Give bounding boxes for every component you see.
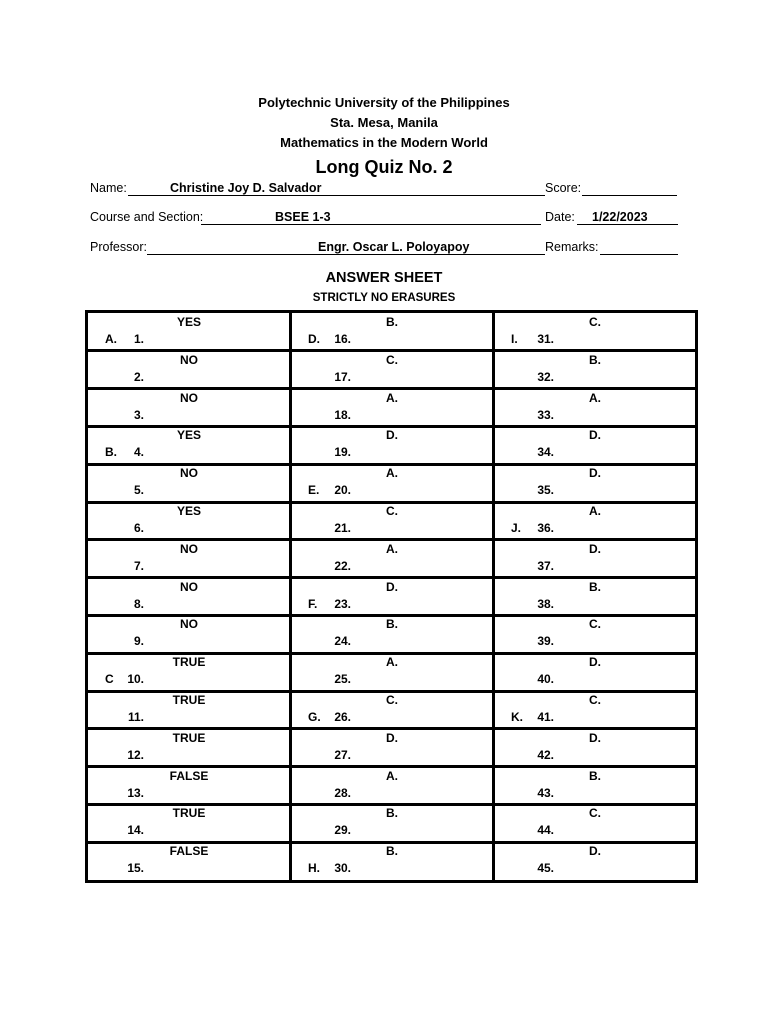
answer-cell[interactable]: YES: [176, 428, 201, 443]
answer-cell[interactable]: D.: [589, 730, 601, 745]
item-number: 18.: [334, 407, 351, 422]
name-label: Name:: [90, 181, 127, 195]
section-letter: F.: [308, 596, 318, 611]
professor-line: [147, 254, 545, 255]
item-number: 45.: [537, 861, 554, 876]
item-number: 20.: [334, 483, 351, 498]
item-number: 1.: [133, 332, 144, 346]
item-number: 35.: [537, 483, 554, 498]
item-number: 40.: [537, 672, 554, 687]
answer-cell[interactable]: A.: [386, 768, 398, 783]
item-number: 2.: [133, 369, 144, 384]
item-number: 12.: [127, 747, 144, 762]
answer-cell[interactable]: C.: [386, 352, 398, 367]
item-number: 34.: [537, 445, 554, 460]
score-line: [582, 195, 677, 196]
answer-cell[interactable]: A.: [589, 390, 601, 405]
answer-cell[interactable]: D.: [386, 730, 398, 745]
section-letter: K.: [511, 710, 523, 724]
answer-cell[interactable]: C.: [589, 315, 601, 329]
answer-cell[interactable]: TRUE: [172, 730, 206, 745]
item-number: 8.: [133, 596, 144, 611]
item-number: 38.: [537, 596, 554, 611]
item-number: 23.: [334, 596, 351, 611]
item-number: 22.: [334, 558, 351, 573]
item-number: 19.: [334, 445, 351, 460]
item-number: 21.: [334, 521, 351, 535]
strict-notice: STRICTLY NO ERASURES: [312, 292, 456, 304]
answer-cell[interactable]: D.: [589, 844, 601, 859]
professor-label: Professor:: [90, 240, 147, 254]
answer-cell[interactable]: A.: [386, 390, 398, 405]
answer-cell[interactable]: TRUE: [172, 693, 206, 707]
answer-cell[interactable]: C.: [589, 693, 601, 707]
answer-cell[interactable]: B.: [589, 579, 601, 594]
item-number: 7.: [133, 558, 144, 573]
item-number: 10.: [127, 672, 144, 687]
section-letter: J.: [511, 521, 522, 535]
answer-cell[interactable]: B.: [589, 352, 601, 367]
course-title: Mathematics in the Modern World: [280, 135, 488, 150]
section-letter: B.: [105, 445, 117, 460]
answer-cell[interactable]: C.: [589, 806, 601, 821]
quiz-title: Long Quiz No. 2: [315, 157, 453, 177]
answer-cell[interactable]: YES: [176, 315, 201, 329]
answer-cell[interactable]: NO: [180, 390, 198, 405]
answer-cell[interactable]: NO: [180, 352, 198, 367]
answer-cell[interactable]: NO: [180, 466, 198, 481]
name-value[interactable]: Christine Joy D. Salvador: [170, 181, 322, 195]
answer-cell[interactable]: NO: [180, 541, 198, 556]
course-section-label: Course and Section:: [90, 210, 204, 224]
course-section-line: [201, 224, 541, 225]
answer-cell[interactable]: NO: [180, 579, 198, 594]
item-number: 25.: [334, 672, 351, 687]
item-number: 17.: [334, 369, 351, 384]
answer-cell[interactable]: C.: [589, 617, 601, 632]
item-number: 33.: [537, 407, 554, 422]
item-number: 27.: [334, 747, 351, 762]
item-number: 41.: [537, 710, 554, 724]
section-letter: E.: [308, 483, 320, 498]
answer-cell[interactable]: B.: [386, 315, 398, 329]
item-number: 11.: [127, 710, 144, 724]
score-label: Score:: [545, 181, 582, 195]
column-divider: [289, 313, 292, 880]
item-number: 3.: [133, 407, 144, 422]
answer-grid: [85, 310, 698, 883]
item-number: 5.: [133, 483, 144, 498]
answer-cell[interactable]: TRUE: [172, 655, 206, 670]
answer-cell[interactable]: NO: [180, 617, 198, 632]
item-number: 24.: [334, 634, 351, 649]
section-letter: C: [105, 672, 114, 687]
answer-cell[interactable]: D.: [589, 466, 601, 481]
answer-cell[interactable]: D.: [589, 541, 601, 556]
item-number: 29.: [334, 823, 351, 838]
answer-cell[interactable]: B.: [386, 806, 398, 821]
answer-cell[interactable]: B.: [386, 844, 398, 859]
answer-cell[interactable]: TRUE: [172, 806, 206, 821]
section-letter: G.: [308, 710, 321, 724]
section-letter: D.: [308, 332, 320, 346]
remarks-label: Remarks:: [545, 240, 599, 254]
item-number: 15.: [127, 861, 144, 876]
answer-cell[interactable]: C.: [386, 693, 398, 707]
name-line: [128, 195, 545, 196]
item-number: 16.: [334, 332, 351, 346]
campus-location: Sta. Mesa, Manila: [330, 115, 438, 130]
item-number: 26.: [334, 710, 351, 724]
remarks-line: [600, 254, 678, 255]
answer-cell[interactable]: B.: [386, 617, 398, 632]
answer-sheet-title: ANSWER SHEET: [325, 270, 443, 286]
answer-cell[interactable]: A.: [589, 504, 601, 518]
item-number: 32.: [537, 369, 554, 384]
course-section-value[interactable]: BSEE 1-3: [275, 210, 331, 224]
date-line: [577, 224, 678, 225]
item-number: 9.: [133, 634, 144, 649]
item-number: 4.: [133, 445, 144, 460]
column-divider: [492, 313, 495, 880]
item-number: 31.: [537, 332, 554, 346]
item-number: 37.: [537, 558, 554, 573]
answer-cell[interactable]: D.: [589, 655, 601, 670]
answer-cell[interactable]: A.: [386, 655, 398, 670]
answer-cell[interactable]: FALSE: [169, 844, 209, 859]
item-number: 39.: [537, 634, 554, 649]
answer-cell[interactable]: FALSE: [169, 768, 209, 783]
answer-cell[interactable]: A.: [386, 466, 398, 481]
item-number: 30.: [334, 861, 351, 876]
answer-cell[interactable]: A.: [386, 541, 398, 556]
section-letter: I.: [511, 332, 518, 346]
answer-cell[interactable]: D.: [386, 579, 398, 594]
professor-value[interactable]: Engr. Oscar L. Poloyapoy: [318, 240, 470, 254]
item-number: 14.: [127, 823, 144, 838]
item-number: 36.: [537, 521, 554, 535]
item-number: 42.: [537, 747, 554, 762]
date-value[interactable]: 1/22/2023: [592, 210, 648, 224]
answer-cell[interactable]: YES: [176, 504, 201, 518]
item-number: 43.: [537, 785, 554, 800]
date-label: Date:: [545, 210, 575, 224]
section-letter: A.: [105, 332, 117, 346]
item-number: 44.: [537, 823, 554, 838]
answer-cell[interactable]: D.: [386, 428, 398, 443]
university-name: Polytechnic University of the Philippines: [258, 95, 510, 110]
answer-cell[interactable]: B.: [589, 768, 601, 783]
answer-cell[interactable]: C.: [386, 504, 398, 518]
item-number: 28.: [334, 785, 351, 800]
section-letter: H.: [308, 861, 320, 876]
item-number: 6.: [133, 521, 144, 535]
answer-cell[interactable]: D.: [589, 428, 601, 443]
item-number: 13.: [127, 785, 144, 800]
